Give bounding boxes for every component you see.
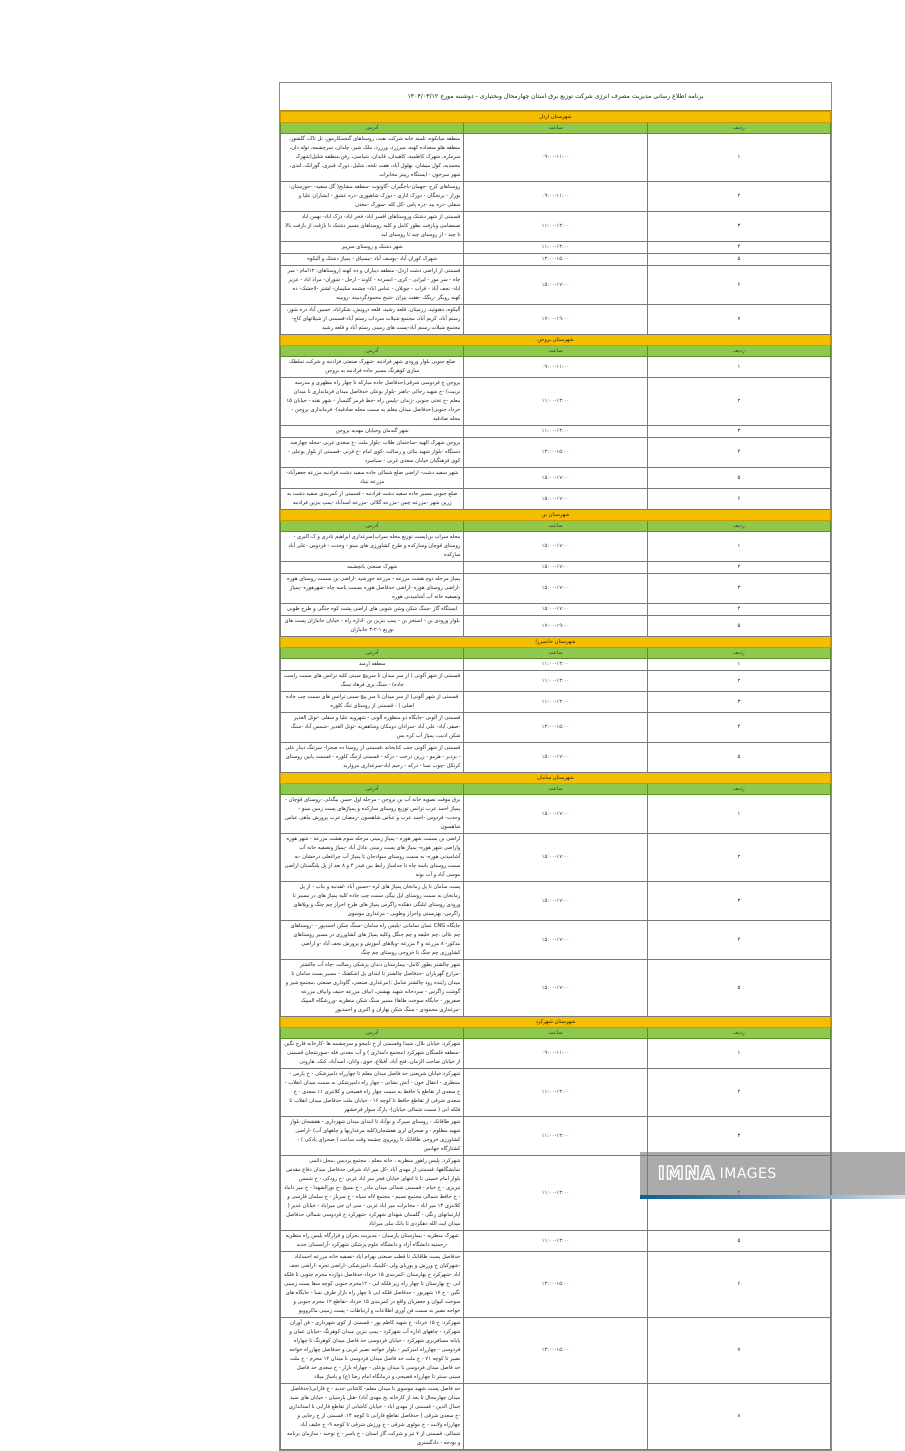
district-name: شهرستان خانمیرزا: [281, 637, 831, 648]
row-address: پست سامان تا پل زمانخان پمپاژ های لره -حسین آباد -لفدنبه و بناب - از پل زمانخان به سمت روستای ایل بیگی سمت چپ جاده کلیه پمپاژ های در مسیر تا ورودی روستای ایلبگی دهکده زاگرس پمپاژ های طرح احراز چم چنگ و ویلاهای زاگرس- بهزیستی واحراز وطوبی - مرغداری موسوی: [281, 882, 464, 921]
district-name: شهرستان بروجن: [281, 335, 831, 346]
row-index: ۱: [647, 357, 830, 378]
district-band: [281, 637, 831, 648]
row-time: ۱۱:۰۰-۱۳:۰۰: [464, 659, 647, 671]
header-time: ساعت: [464, 346, 647, 357]
table-row: [281, 212, 831, 242]
district-name: شهرستان شهرکرد: [281, 1017, 831, 1028]
row-index: ۳: [647, 574, 830, 604]
row-address: شهرک صنعتی یانچشمه: [281, 562, 464, 574]
row-address: قسمتی از آلونی -جایگاه دو منظوره آلونی - شهرویه علیا و سفلی -تونل الغدیر -صفی آباد- علی آباد -سرادان دومکان وشاهقربه -تونل الغدیر -شمس آباد -سنگ شکن ادیب، پمپاژ آب کره بس: [281, 713, 464, 743]
header-index: ردیف: [647, 123, 830, 134]
row-time: ۱۱:۰۰-۱۳:۰۰: [464, 692, 647, 713]
row-address: بروجن شهرک الهیه -ساختمان طلاب -بلوار ملت -خ سعدی غربی -محله چهارصد دستگاه -بلوار شهید بنائی و رسالت -کوی امام -خ قرنی -قسمتی از بلوار بوعلی - کوی فرهنگیان خیابان سعدی غربی - سیاسرد: [281, 438, 464, 468]
row-address: روستاهای کرج -جهمان-باجگیران -گاوتوت -منطقه مشایخ( گل سفید- -جوزستان- پوراز - برنجگان - دورک اناری - دورک شاهپوری -دره عشق - ابشاران علیا و سفلی -دره بید -دره پاس -کل کله -سورک -معدن: [281, 182, 464, 212]
watermark-logo: IMNA: [658, 1163, 716, 1184]
row-index: ۳: [647, 882, 830, 921]
row-time: ۱۳:۰۰-۱۵:۰۰: [464, 713, 647, 743]
column-header-row: [281, 521, 831, 532]
header-address: آدرس: [281, 521, 464, 532]
row-index: ۵: [647, 468, 830, 489]
row-time: ۱۱:۰۰-۱۳:۰۰: [464, 671, 647, 692]
table-row: [281, 604, 831, 616]
table-row: [281, 834, 831, 882]
table-row: [281, 305, 831, 335]
table-row: [281, 960, 831, 1017]
row-address: حد فاصل پست شهید موسوی تا میدان معلم- کاشانی جدید - خ فارابی(حدفاصل میدان چهارمحال تا بعد از کارخانه یخ مهدی آباد) -هتل پارسیان - خیابان های سید جمال الدین - قسمتی از مهدی اباد - خیابان کاشانی از تقاطع فارابی تا استانداری -خ سعدی شرقی ( حدفاصل تقاطع فارابی تا کوچه ۱۴. قسمتی از خ رجایی و چهارراه ولایت - خ مولوی شرقی - خ ورزش شرقی تا کوچه ۹- خ خلیف آباد شمالی، قسمتی از ۷ تیر و شرکت گاز استان - خ یاسر - خ توحید - سازمان برنامه و بودجه - دادگستری: [281, 1384, 464, 1450]
row-address: قسمتی از شهر دشتک وروستاهای افسر اباد- فخر اباد- دزک اباد- بهمن اباد صمصامی وبازفت بطور کامل و کلیه روستاهای مسیر دشتک تا بازفت از بازفت بالا تا چبد - از روستای چبد تا روستای لبد: [281, 212, 464, 242]
row-address: شهرکرد: پلیس راهور منظریه ، خانه معلم ، مجتمع پردیس ،محل دائمی نمایشگاهها، قسمتی از مهدی آباد -کل میر اباد شرقی حدفاصل میدان دفاع مقدس بلوار امام خمینی تا تا انتهای خیابان فجر میر اباد غربی -خ رودکی - خ شمس تبریزی - خ خیام - قسمتی شمالی میدان مادر - خ بسیج -خ نورالشهدا - خ میر داماد - خ حافظ شمالی مجتمع نسیم - مجتمع لاله سیاه - خ سرباز - خ سلمان فارسی و کلانتری ۱۳ میر اباد - مخابرات میر اباد غربی - سی ان جی میراباد - خیابان غدیر ( اپارتمانهای رنگی - گلستان شهدای شهرکرد -شهرکرد خ فردوسی شمالی حدفاصل میدان ایت الله دهکردی تا بانک ملی میراباد: [281, 1156, 464, 1231]
table-row: [281, 795, 831, 834]
table-row: [281, 468, 831, 489]
table-row: [281, 659, 831, 671]
row-time: [464, 1384, 647, 1450]
header-index: ردیف: [647, 521, 830, 532]
row-index: ۷: [647, 305, 830, 335]
row-address: قسمتی از اراضی دشت اردل- منطقه دیناران و ده کهنه (روستاهای: ۱۲امام - سر چاه - سر مور - لیرابی - کری - ابسرده - کاوند - ارجل - شوران- مراد اباد - عزیز اباد- نجف آباد - قراب - چویلان - عباس اباد- چشمه سلیمان- لشتر -لاخشک- ده کهنه رویگر -ریگک -هفت پیران -شیخ محمودگردبینه -روبینه: [281, 266, 464, 305]
table-row: [281, 254, 831, 266]
row-index: ۵: [647, 1231, 830, 1252]
row-index: ۱: [647, 532, 830, 562]
row-index: ۷: [647, 1318, 830, 1384]
table-row: [281, 692, 831, 713]
row-index: ۲: [647, 1069, 830, 1117]
row-index: ۲: [647, 562, 830, 574]
row-address: شهر چالشتر بطور کامل- بیمارستان دندان پزشکی رسالت -چاه آب چالشتر -مزارع گهرباران -حدفاصل چالشتر تا ابتدای پل اشکفتک - مسیر پست سامان تا میدان زاینده رود چالشتر شامل :(مرغداری صنعتی، گاوداری صنعتی ،مجتمع شیر و گوشت زاگرس - سردخانه شهید بهشتی، ابیاف مزرعه حنیف وابیاف مزرعه صفرپور - جایگاه سوخت طاها) مسیر سنگ شکن منظریه -ورزشگاه المپیک -مرغداری محمودی - سنگ شکن بهاران و اکبری و احمدپور: [281, 960, 464, 1017]
row-time: ۱۱:۰۰-۱۳:۰۰: [464, 426, 647, 438]
column-header-row: [281, 123, 831, 134]
table-row: [281, 1231, 831, 1252]
table-row: [281, 671, 831, 692]
row-time: ۱۵:۰۰-۱۷:۰۰: [464, 574, 647, 604]
header-index: ردیف: [647, 1028, 830, 1039]
row-address: منطقه میانکوه، تلمبه خانه شرکت نفت، روستاهای گنجمکارمور، تل تاک، گلشور، منطقه هلو سعداده کهنه، سرزرد، ورزرد، ملک شیر، چلدان، سرچشمه، توله دان، سرماره، شهرک کاظمیه، کاهیدان، قایدان، شیاسی، رفن،منطقه شلیل(شهرک محمدیه، کول میشان، بهلول آباد، هفت تلخه، شلیل، دورک قنبری، گورانک، لندی، شهر سرخون - ایستگاه رپیتر مخابرات: [281, 134, 464, 182]
row-time: ۱۱:۰۰-۱۳:۰۰: [464, 1231, 647, 1252]
table-row: [281, 357, 831, 378]
row-address: منطقه ارمند: [281, 659, 464, 671]
row-address: برق موقت تصویه خانه آب بن بروجن - مرحله اول حسن بیگدلی -روستای قوچان - پمپاژ احمد عرب ترانس توزیع روستای سارکده و پمپاژهای پست زمین مینو - وحدت- فردوس -احمد عرب و عباس شاهسون -رمضان عرب پرورش ماهی عباس شاهسون: [281, 795, 464, 834]
table-row: [281, 882, 831, 921]
row-address: شهرکرد: خ ۱۵ خرداد- خ شهید کاظم پور - قسمتی از کوی شهرداری - فن آوران شهرکرد - چاههای اداره آب شهرکرد - پمپ بنزین میدان کوهرنگ -خیابان عمان و پایانه مسافربری شهرکرد - خیابان فردوسی حد فاصل میدان کوهرنگ تا چهاراه فردوسی - چهارراه امیرکبیر - بلوار خواجه نصیر غربی و حدفاصل چهارراه خواجه نصیر تا کوچه ۷۱ - خ ملت حد فاصل میدان فردوسی تا میدان ۱۲ محرم - خ ملت حد فاصل میدان فردوسی تا میدان بوعلی - چهاراه بازار - خ سعدی حد فاصل سینی سنتر تا چهارراه فصیحی و درمانگاه امام رضا (ع) و پاساژ میلاد: [281, 1318, 464, 1384]
row-time: ۱۵:۰۰-۱۷:۰۰: [464, 604, 647, 616]
table-row: [281, 921, 831, 960]
header-time: ساعت: [464, 648, 647, 659]
row-address: شهرک کوران آباد -یوسف آباد -نیسیاق - پمپاژ دشتک و آلیکوه: [281, 254, 464, 266]
row-address: جایگاه CNG عمان سامانی -پلیس راه سامان -سنگ شکن احمدپور - -روستاهای چم عالی ،چم خلیفه و چم جنگل وکلیه پمپاژ های کشاورزی در مسیر روستاهای مذکور- ۸ مزرعه و ۴ مزرعه -ویلاهای آموزش و پرورش نجف آباد -و اراضی کشاورزی چم چنگ تا خروجی روستای چم چنگ: [281, 921, 464, 960]
row-address: پمپاژ مرحله دوم هشت مزرعه - مزرعه خورشید -اراضی بن بسمت روستای هوره -اراضی روستای هوره -اراضی حدفاصل هوره بسمت یاسه چاه -شهرهوره -پمپاژ وتصفیه خانه آب آشامیدنی هوره: [281, 574, 464, 604]
table-row: [281, 1318, 831, 1384]
column-header-row: [281, 784, 831, 795]
row-time: ۱۵:۰۰-۱۷:۰۰: [464, 960, 647, 1017]
row-address: شهر دشتک و روستای سرپیر: [281, 242, 464, 254]
row-address: شهر گندمان وخیابان مهدیه بروجن: [281, 426, 464, 438]
watermark: [640, 1152, 905, 1195]
row-index: ۴: [647, 438, 830, 468]
district-name: شهرستان سامان: [281, 773, 831, 784]
row-time: ۱۳:۰۰-۱۵:۰۰: [464, 254, 647, 266]
row-index: ۲: [647, 834, 830, 882]
district-band: [281, 335, 831, 346]
row-time: ۱۵:۰۰-۱۷:۰۰: [464, 468, 647, 489]
table-row: [281, 1384, 831, 1450]
row-address: بروجن خ فردوسی شرقی(حدفاصل جاده مبارکه تا چهار راه مطهری و مدرسه تربیت) -خ شهید رجائی -باهنر -بلوار بوعلی حدفاصل میدان فرمانداری تا میدان معلم -خ تختی جنوبی -زندان -پلیس راه -خط قرمز گلیسار - شهر نقنه - خیابان ۱۵ خرداد جنوبی(حدفاصل میدان معلم به سمت محله صادقیه)- فرمانداری بروجن - محله صادقیه: [281, 378, 464, 426]
table-row: [281, 378, 831, 426]
row-time: ۱۱:۰۰-۱۳:۰۰: [464, 1117, 647, 1156]
schedule-table: [280, 111, 831, 1450]
header-address: آدرس: [281, 1028, 464, 1039]
row-index: ۵: [647, 743, 830, 773]
row-index: ۱: [647, 134, 830, 182]
column-header-row: [281, 1028, 831, 1039]
row-address: ایستگاه گاز -سنگ شکن وشن شویی های اراضی پشت کوه جنگی و طرح طوبی: [281, 604, 464, 616]
row-index: ۶: [647, 489, 830, 510]
row-time: ۱۱:۰۰-۱۳:۰۰: [464, 212, 647, 242]
header-time: ساعت: [464, 521, 647, 532]
row-time: ۱۳:۰۰-۱۵:۰۰: [464, 1318, 647, 1384]
row-address: بلوار ورودی بن - استخر بن - پمپ بنزین بن -اداره راه - خیابان جانبازان پست های توزیع ۱-۲-۳ جانبازان: [281, 616, 464, 637]
row-index: ۲: [647, 182, 830, 212]
district-band: [281, 112, 831, 123]
district-band: [281, 1017, 831, 1028]
table-row: [281, 1039, 831, 1069]
row-index: ۵: [647, 616, 830, 637]
table-row: [281, 242, 831, 254]
row-address: اراضی بن بسمت شهر هوره - پمپاژ زمینی مرحله سوم هشت مزرعه - شهر هوره واراضی شهر هوره- پمپاژ های پست زمینی عادل آباد -پمپاژ وتصفیه خانه آب آشامیدنی هوره- به سمت روستای سوادجان تا پمپاژ آب چراغعلی درخشان -به سمت روستای یاسه چاه تا جداساز رابط بین فیدر ۴ و ۸ بعد از پل پلنگستان اراضی موسی آباد و آب بونه: [281, 834, 464, 882]
row-address: شهر سفید دشت- اراضی ضلع شمالی جاده سفید دشت فرادنبه مزرعه جعفرآباد-مزرعه بنیاد: [281, 468, 464, 489]
table-row: [281, 1117, 831, 1156]
header-time: ساعت: [464, 123, 647, 134]
row-time: ۰۹:۰۰-۱۱:۰۰: [464, 357, 647, 378]
row-time: ۰۹:۰۰-۱۱:۰۰: [464, 182, 647, 212]
row-time: ۱۵:۰۰-۱۷:۰۰: [464, 921, 647, 960]
header-index: ردیف: [647, 648, 830, 659]
district-name: شهرستان اردل: [281, 112, 831, 123]
row-time: ۱۳:۰۰-۱۵:۰۰: [464, 1252, 647, 1318]
row-address: محله سراب بن(پست توزیع محله سراب(سرغداری ابراهیم نادری و ک.اکبری - روستای قوچان وسارکده و طرح کشاورزی های مینو - وحدت - فردوس -علی آباد سارکده: [281, 532, 464, 562]
row-time: ۱۵:۰۰-۱۷:۰۰: [464, 834, 647, 882]
district-band: [281, 510, 831, 521]
table-row: [281, 426, 831, 438]
row-address: قسمتی از شهر آلونی ( از سر میدان تا سرپیچ سینی کلیه ترانس های سمت راست جاده) - سنگ بری فرهاد سنگ: [281, 671, 464, 692]
row-time: ۱۵:۰۰-۱۷:۰۰: [464, 795, 647, 834]
row-index: ۳: [647, 1117, 830, 1156]
district-name: شهرستان بن: [281, 510, 831, 521]
row-time: ۱۱:۰۰-۱۳:۰۰: [464, 1156, 647, 1231]
row-time: ۱۵:۰۰-۱۷:۰۰: [464, 532, 647, 562]
row-time: ۱۵:۰۰-۱۷:۰۰: [464, 266, 647, 305]
row-address: قسمتی از شهر آلونی جنب کتابخانه ،قسمتی از روستا ده صحرا- سرتنگ دینار علی - بردبر - هرمو - زرین درخت - درکه - قسمتی ازتنگ کلوره - قسمت پایین روستای کرتکل -چوب نسا - درکه - رحیم اباد-سرغداری مروارید: [281, 743, 464, 773]
row-time: ۱۷:۰۰-۱۹:۰۰: [464, 305, 647, 335]
row-address: قسمتی از شهر آلونی( از سر میدان تا سر پیچ سینی ترانس های سمت چپ جاده اصلی ) - قسمتی از روستای تنگ کلوره: [281, 692, 464, 713]
header-address: آدرس: [281, 784, 464, 795]
table-row: [281, 438, 831, 468]
row-time: ۱۳:۰۰-۱۵:۰۰: [464, 438, 647, 468]
row-index: ۵: [647, 254, 830, 266]
row-index: ۲: [647, 671, 830, 692]
row-address: آلیکوه، دهنوئید، زرمیتان، قلعه رشید، قلعه درویش، شکراباد، حسین آباد دره شور، رستم آباد، کریم آباد، مجتمع شیلات سرداب رستم آباد-قسمتی از شیلاتهای کاج-مجتمع شیلات رستم آباد-پست های زمینی رستم آباد و قلعه رشید: [281, 305, 464, 335]
row-address: ضلع جنوبی مسیر جاده سفید دشت فرادنبه - قسمتی از کمربندی سفید دشت به زرین شهر -مزرعه چمن -مزرعه گلالی -مزرعه اسدآباد -پمپ بنزین فرادنبه: [281, 489, 464, 510]
outage-schedule-sheet: [279, 82, 832, 1451]
watermark-label: IMAGES: [719, 1165, 777, 1182]
row-time: ۱۵:۰۰-۱۷:۰۰: [464, 489, 647, 510]
table-row: [281, 562, 831, 574]
row-index: ۱: [647, 659, 830, 671]
header-address: آدرس: [281, 648, 464, 659]
row-time: ۰۹:۰۰-۱۱:۰۰: [464, 1039, 647, 1069]
row-time: ۰۹:۰۰-۱۱:۰۰: [464, 134, 647, 182]
row-time: ۱۱:۰۰-۱۳:۰۰: [464, 378, 647, 426]
row-index: ۴: [647, 604, 830, 616]
header-time: ساعت: [464, 1028, 647, 1039]
table-row: [281, 182, 831, 212]
table-row: [281, 1252, 831, 1318]
table-row: [281, 713, 831, 743]
table-row: [281, 134, 831, 182]
header-address: آدرس: [281, 346, 464, 357]
row-index: ۳: [647, 692, 830, 713]
row-address: شهرک منظریه - بیمارستان پارسیان - مدیریت بحران و قرارگاه پلیس راه منظریه -رحمتیه دانشگاه آزاد و دانشگاه علوم پزشکی شهرکرد -آرامستان جدید: [281, 1231, 464, 1252]
row-index: ۴: [647, 713, 830, 743]
row-index: ۱: [647, 1039, 830, 1069]
table-row: [281, 266, 831, 305]
row-index: ۲: [647, 378, 830, 426]
column-header-row: [281, 648, 831, 659]
row-time: ۱۵:۰۰-۱۷:۰۰: [464, 743, 647, 773]
header-index: ردیف: [647, 784, 830, 795]
row-time: ۱۵:۰۰-۱۷:۰۰: [464, 882, 647, 921]
row-time: ۱۱:۰۰-۱۳:۰۰: [464, 242, 647, 254]
row-index: ۳: [647, 426, 830, 438]
row-index: ۱: [647, 795, 830, 834]
header-index: ردیف: [647, 346, 830, 357]
table-row: [281, 1069, 831, 1117]
row-address: شهر طاقانک - روستای سیرک و نوآباد تا ابتدای میدان شهرداری - هفشجان بلوار شهید مظلوم - و صحرای لری هفشجان(کلیه مرغداریها و چاههای آب) -اراضی کشاورزی خروجی طاقانک تا روبروی چشمه وقت ساعت ( صحرای بادکی ) - کشتارگاه جهانبین: [281, 1117, 464, 1156]
document-title: برنامه اطلاع رسانی مدیریت مصرف انرژی شرکت توزیع برق استان چهارمحال وبختیاری - دوشنبه مورخ ۱۴۰۴/۰۳/۱۲: [280, 83, 831, 111]
table-row: [281, 574, 831, 604]
watermark-bar: [640, 1195, 905, 1199]
row-index: ۶: [647, 1252, 830, 1318]
table-row: [281, 489, 831, 510]
row-address: حدفاصل پست طاقانک تا قطب صنعتی بهرام اباد -تصفیه خانه مزرعه احمداباد -شهرکیان خ ورزش و پوریای ولی -کلینیک دامپزشکی -اراضی تجره -اراضی نجف اباد -شهرکرد خ بهارستان -کمربندی ۱۵ خرداد حدفاصل دوازده محرم جنوبی تا فلکه ابی -خ بهارستان تا چهار راه زیر فلکه ابی - ۱۲محرم جنوبی کوچه سقا پست زمینی نگین - خ ۱۷ شهریور - حدفاصل فلکه ابی تا چهار راه بازار طرف نسا - جایگاه های سوخت کیوان و جعفریان واقع در کمربندی ۱۵ خرداد -تقاطع ۱۲ محرم جنوبی و خواجه نصیر به سمت فن آوری اطلاعات و ارتباطات - پست زمینی ماکروویو: [281, 1252, 464, 1318]
table-row: [281, 532, 831, 562]
row-index: ۴: [647, 921, 830, 960]
table-row: [281, 743, 831, 773]
table-row: [281, 616, 831, 637]
column-header-row: [281, 346, 831, 357]
row-index: ۶: [647, 266, 830, 305]
header-address: آدرس: [281, 123, 464, 134]
row-address: شهرکرد: خیابان بلال، شیدا وقسمتی از خ نامجو و سرچشمه ها -کارخانه فارچ نگین -منطقه فلسگان شهرکرد (مجتمع دامداری ) و آب معدنی فله -سورشجان قسمتی از خیابان صاحب الزمان، فتح آباد، آفبلاغ، خوی، وانان، اسدآباد، کنک، هارونی: [281, 1039, 464, 1069]
row-index: ۵: [647, 960, 830, 1017]
row-index: ۳: [647, 212, 830, 242]
row-time: ۱۵:۰۰-۱۷:۰۰: [464, 562, 647, 574]
header-time: ساعت: [464, 784, 647, 795]
row-address: ضلع جنوبی بلوار ورودی شهر فرادنبه -شهرک صنعتی فرادنبه و شرکت تملطک سازی کوهرنگ مسیر جاده فرادنبه به بروجن: [281, 357, 464, 378]
row-index: ۴: [647, 242, 830, 254]
row-time: ۱۱:۰۰-۱۳:۰۰: [464, 1069, 647, 1117]
row-time: ۱۷:۰۰-۱۹:۰۰: [464, 616, 647, 637]
row-index: ۸: [647, 1384, 830, 1450]
row-address: شهرکرد:خیابان شریعتی حد فاصل میدان معلم تا چهارراه دامپزشکی - خ پارس - منتظری - انتقال خون - آتش نشانی - چهار راه دامپزشکی به سمت میدان انقلاب - خ سعدی از تقاطع با حافظ به سمت چهار راه فصیحی و کلانتری ۱۱ سعدی - خ سعدی شرقی از تقاطع حافظ تا کوچه ۱۶ - خیابان ملت حدفاصل میدان انقلاب تا فلکه ابی ( سمت شمالی خیابان)- پارک سوار فرخشهر: [281, 1069, 464, 1117]
district-band: [281, 773, 831, 784]
